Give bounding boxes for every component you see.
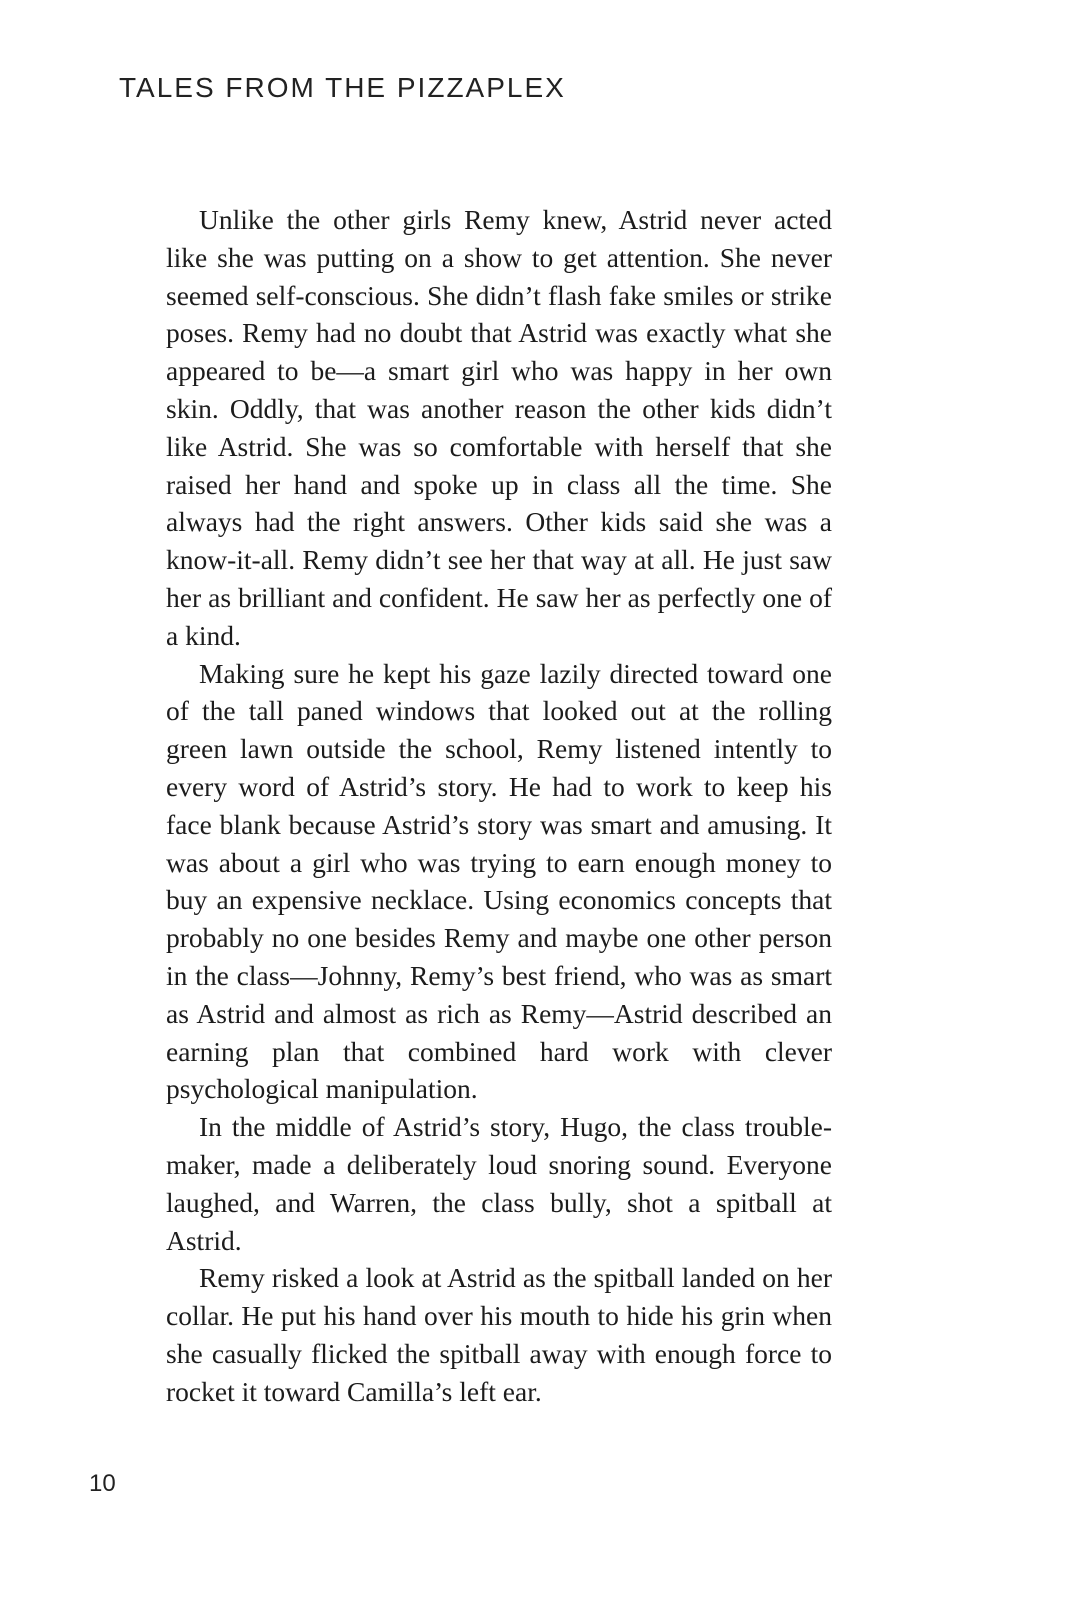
page-number: 10 <box>89 1470 116 1497</box>
paragraph: In the middle of Astrid’s story, Hugo, the class troublemaker, made a deliberately loud snoring sound. Everyone laughed, and Warren, the class bully, shot a spitball at Astrid. <box>166 1111 832 1256</box>
paragraph: Making sure he kept his gaze lazily directed toward one of the tall paned windows that looked out at the rolling green lawn outside the school, Remy listened intently to every word of Astrid’s story. He had to work to keep his face blank because Astrid’s story was smart and amusing. It was about a girl who was trying to earn enough money to buy an expensive necklace. Using economics concepts that probably no one besides Remy and maybe one other person in the class—Johnny, Remy’s best friend, who was as smart as Astrid and almost as rich as Remy—Astrid described an earning plan that combined hard work with clever psychological manipulation. <box>166 657 832 1105</box>
body-text <box>166 201 832 1411</box>
paragraph: Unlike the other girls Remy knew, Astrid never acted like she was putting on a show to get attention. She never seemed self-conscious. She didn’t flash fake smiles or strike poses. Remy had no doubt that Astrid was exactly what she appeared to be—a smart girl who was happy in her own skin. Oddly, that was another reason the other kids didn’t like Astrid. She was so comfortable with herself that she raised her hand and spoke up in class all the time. She always had the right answers. Other kids said she was a know-it-all. Remy didn’t see her that way at all. He just saw her as brilliant and confident. He saw her as perfectly one of a kind. <box>166 204 832 651</box>
running-head-title: TALES FROM THE PIZZAPLEX <box>119 72 566 103</box>
paragraph: Remy risked a look at Astrid as the spitball landed on her collar. He put his hand over his mouth to hide his grin when she casually flicked the spitball away with enough force to rocket it toward Camilla’s left ear. <box>166 1262 832 1407</box>
